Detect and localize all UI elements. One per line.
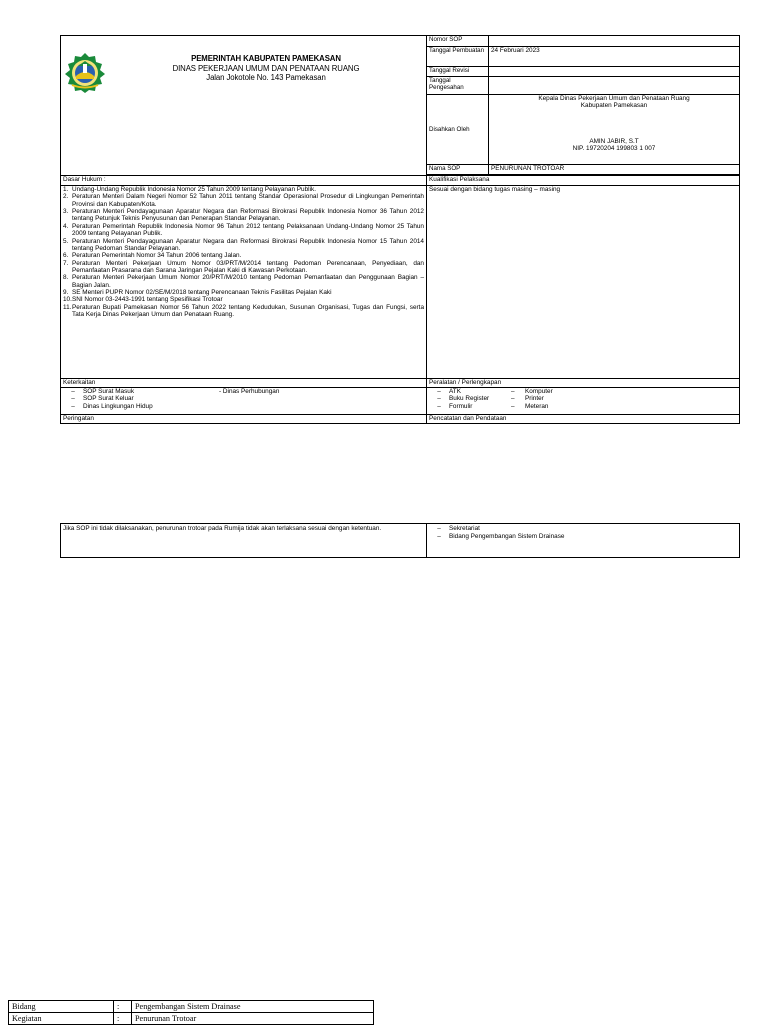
nama-sop-label: Nama SOP	[427, 165, 489, 175]
sop-table	[60, 35, 740, 424]
legal-basis-item: 4. Peraturan Pemerintah Republik Indonesia Nomor 96 Tahun 2012 tentang Pelaksanaan Undang-Undang Nomor 25 Tahun 2009 tentang Pelayanan Publik.	[63, 222, 424, 238]
disahkan-oleh-label: Disahkan Oleh	[427, 95, 489, 165]
list-item: – SOP Surat Masuk - Dinas Perhubungan	[71, 388, 280, 395]
keterkaitan-list	[61, 388, 427, 415]
pengesah-nip: NIP. 19720204 199803 1 007	[572, 145, 656, 153]
agency-address: Jalan Jokotole No. 143 Pamekasan	[206, 73, 326, 82]
nomor-sop-label: Nomor SOP	[427, 36, 489, 47]
list-item: – ATK – Komputer	[437, 388, 553, 395]
pencatatan-list	[427, 524, 740, 558]
kegiatan-label: Kegiatan	[9, 1013, 114, 1025]
table-row	[9, 1013, 374, 1025]
separator: :	[114, 1001, 132, 1013]
tanggal-revisi-value	[489, 67, 740, 77]
tanggal-pengesahan-label: Tanggal Pengesahan	[427, 77, 489, 95]
pengesah-name: AMIN JABIR, S.T	[589, 137, 639, 145]
dasar-hukum-list	[61, 186, 427, 379]
peringatan-text: Jika SOP ini tidak dilaksanakan, penurunan trotoar pada Rumija tidak akan terlaksana sesuai dengan ketentuan.	[61, 524, 427, 558]
keterkaitan-heading: Keterkaitan	[61, 379, 427, 388]
legal-basis-item: 9. SE Menteri PUPR Nomor 02/SE/M/2018 tentang Perencanaan Teknis Fasilitas Pejalan Kaki	[63, 289, 332, 297]
tanggal-pengesahan-value	[489, 77, 740, 95]
note-table	[60, 523, 740, 558]
bidang-value: Pengembangan Sistem Drainase	[132, 1001, 374, 1013]
letterhead-text	[131, 54, 401, 83]
legal-basis-item: 3. Peraturan Menteri Pendayagunaan Aparatur Negara dan Reformasi Birokrasi Republik Indonesia Nomor 36 Tahun 2012 tentang Petunjuk Teknis Penyusunan dan Penerapan Standar Pelayanan.	[63, 208, 424, 223]
pencatatan-heading: Pencatatan dan Pendataan	[427, 415, 740, 424]
list-item: – Buku Register – Printer	[437, 395, 544, 403]
dasar-hukum-heading: Dasar Hukum :	[61, 176, 427, 186]
kegiatan-value: Penurunan Trotoar	[132, 1013, 374, 1025]
separator: :	[114, 1013, 132, 1025]
legal-basis-item: 7. Peraturan Menteri Pekerjaan Umum Nomor 03/PRT/M/2014 tentang Pedoman Perencanaan, Penyediaan, dan Pemanfaatan Prasarana dan Sarana Jaringan Pejalan Kaki di Kawasan Perkotaan.	[63, 259, 424, 274]
pengesah-title2: Kabupaten Pamekasan	[580, 102, 648, 110]
activity-info-table	[8, 1000, 374, 1025]
legal-basis-item: 6. Peraturan Pemerintah Nomor 34 Tahun 2006 tentang Jalan.	[63, 252, 242, 260]
pengesah-title1: Kepala Dinas Pekerjaan Umum dan Penataan Ruang	[538, 95, 690, 102]
letterhead-cell	[61, 36, 427, 176]
legal-basis-item: 11. Peraturan Bupati Pamekasan Nomor 56 Tahun 2022 tentang Kedudukan, Susunan Organisasi, Tugas dan Fungsi, serta Tata Kerja Dinas Pekerjaan Umum dan Penataan Ruang.	[63, 303, 424, 319]
peralatan-heading: Peralatan / Perlengkapan	[427, 379, 740, 388]
tanggal-pembuatan-value: 24 Februari 2023	[489, 47, 740, 67]
pamekasan-emblem-icon	[64, 52, 106, 94]
legal-basis-list	[63, 186, 424, 318]
nama-sop-value: PENURUNAN TROTOAR	[489, 165, 740, 175]
legal-basis-item: 8. Peraturan Menteri Pekerjaan Umum Nomor 20/PRT/M/2010 tentang Pedoman Pemanfaatan dan Penggunaan Bagian – Bagian Jalan.	[63, 274, 424, 289]
list-item: – Formulir – Meteran	[437, 402, 549, 410]
nomor-sop-value	[489, 36, 740, 47]
tanggal-pembuatan-label: Tanggal Pembuatan	[427, 47, 489, 67]
agency-name: DINAS PEKERJAAN UMUM DAN PENATAAN RUANG	[172, 63, 360, 73]
pengesah-block	[489, 95, 740, 165]
list-item: – Sekretariat	[437, 525, 480, 532]
legal-basis-item: 5. Peraturan Menteri Pendayagunaan Aparatur Negara dan Reformasi Birokrasi Republik Indonesia Nomor 15 Tahun 2014 tentang Pedoman Standar Pelayanan.	[63, 237, 424, 252]
list-item: – Dinas Lingkungan Hidup	[71, 402, 153, 410]
legal-basis-item: 2. Peraturan Menteri Dalam Negeri Nomor 52 Tahun 2011 tentang Standar Operasional Prosedur di Lingkungan Pemerintah Provinsi dan Kabupaten/Kota.	[63, 193, 424, 208]
list-item: – SOP Surat Keluar	[71, 395, 134, 403]
peralatan-list	[427, 388, 740, 415]
tanggal-revisi-label: Tanggal Revisi	[427, 67, 489, 77]
kualifikasi-text: Sesuai dengan bidang tugas masing – masing	[427, 186, 740, 379]
legal-basis-item: 1. Undang-Undang Republik Indonesia Nomor 25 Tahun 2009 tentang Pelayanan Publik.	[63, 186, 316, 193]
kualifikasi-heading: Kualifikasi Pelaksana	[427, 176, 740, 186]
table-row	[9, 1001, 374, 1013]
gov-name: PEMERINTAH KABUPATEN PAMEKASAN	[191, 54, 341, 63]
legal-basis-item: 10. SNI Nomor 03-2443-1991 tentang Spesifikasi Trotoar	[63, 296, 223, 304]
peringatan-heading: Peringatan	[61, 415, 427, 424]
list-item: – Bidang Pengembangan Sistem Drainase	[437, 532, 565, 540]
bidang-label: Bidang	[9, 1001, 114, 1013]
